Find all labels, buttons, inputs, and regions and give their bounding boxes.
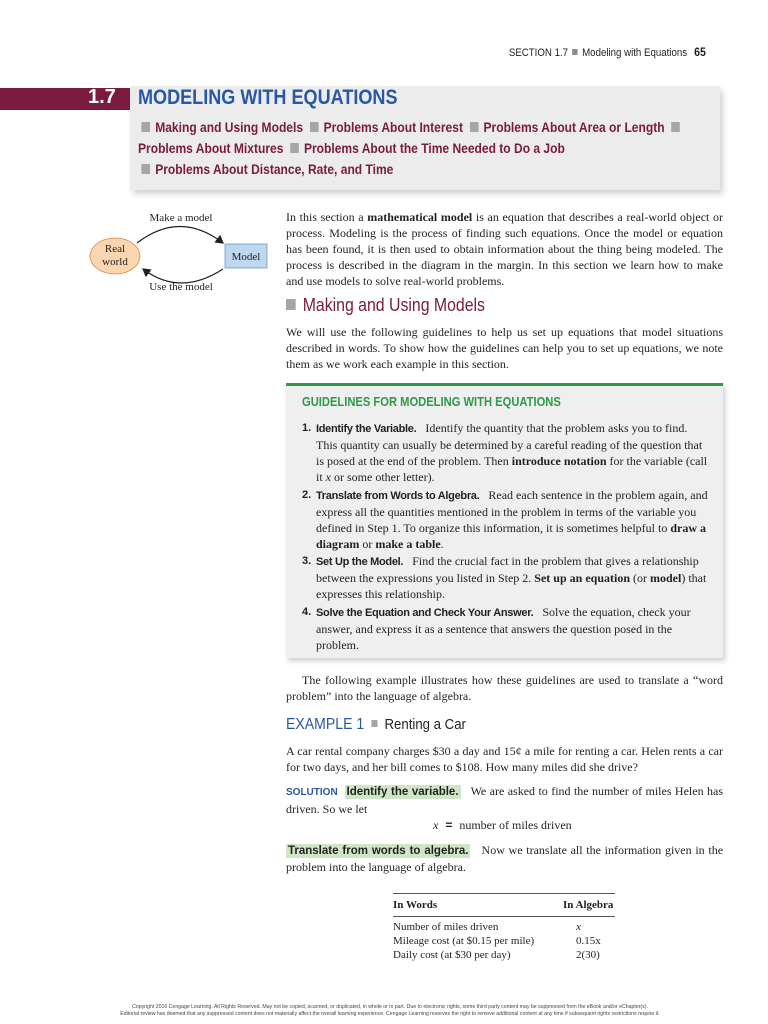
intro-term: mathematical model [367, 210, 473, 224]
square-bullet-icon [371, 720, 377, 727]
table-cell: 0.15x [576, 935, 601, 947]
table-rule [393, 893, 615, 894]
guideline-text: ) that expresses this relationship. [316, 571, 707, 601]
guideline-bold: make a table [375, 537, 441, 551]
guideline-head: Translate from Words to Algebra. [316, 490, 480, 502]
guideline-head: Identify the Variable. [316, 423, 417, 435]
topic-item: Problems About Distance, Rate, and Time [155, 161, 394, 177]
guideline-number: 3. [302, 555, 312, 567]
topic-item: Problems About Mixtures [138, 140, 284, 156]
guideline-text: Find the crucial fact in the problem that gives a relationship between the expressions you listed in Step 2. [316, 554, 699, 585]
guideline-bold: draw a diagram [316, 521, 707, 551]
diagram-top-label: Make a model [149, 212, 213, 224]
guideline-bold: Set up an equation [534, 571, 630, 585]
step-text: We are asked to find the number of miles Helen has driven. So we let [286, 784, 723, 816]
running-head [509, 45, 706, 59]
intro-text: is an equation that describes a real-world object or process. Modeling is the process of finding such equations. Once the model or equation has been found, it is then used to obtain information about the thing being modeled. The process is described in the diagram in the margin. In this section we learn how to make and use models to solve real-world problems. [286, 210, 724, 288]
intro-text: In this section a [286, 210, 364, 224]
modeling-diagram [85, 205, 275, 305]
guideline-text: . [440, 537, 444, 551]
guideline-number: 4. [302, 606, 312, 618]
step-text: Now we translate all the information given in the problem into the language of algebra. [286, 843, 724, 874]
guideline-bold: model [650, 571, 682, 585]
guideline-item [302, 420, 708, 485]
solution-label: SOLUTION [286, 787, 338, 798]
section-title: MODELING WITH EQUATIONS [138, 86, 398, 109]
guideline-head: Set Up the Model. [316, 556, 404, 568]
guideline-text: Identify the quantity that the problem asks you to find. This quantity can usually be determined by a careful reading of the question that is posed at the end of the problem. Then [316, 421, 703, 468]
guideline-item [302, 487, 708, 552]
example-title: Renting a Car [384, 716, 466, 733]
guideline-text: (or [633, 571, 647, 585]
section-number: 1.7 [88, 86, 116, 108]
square-bullet-icon [286, 299, 296, 310]
diagram-bottom-label: Use the model [149, 281, 213, 293]
square-bullet-icon [310, 122, 319, 132]
example-heading [286, 716, 466, 734]
guideline-bold: introduce notation [511, 454, 607, 468]
step-highlight: Translate from words to algebra. [288, 845, 469, 857]
step-highlight: Identify the variable. [346, 786, 459, 798]
following-paragraph: The following example illustrates how these guidelines are used to translate a “word problem” into the language of algebra. [286, 673, 723, 703]
guideline-text: for the variable (call it [316, 454, 708, 484]
equation-text: number of miles driven [459, 818, 572, 832]
guideline-number: 2. [302, 489, 312, 501]
square-bullet-icon [141, 164, 150, 174]
guideline-item [302, 553, 708, 602]
guideline-head: Solve the Equation and Check Your Answer. [316, 607, 534, 619]
footer-line: Copyright 2016 Cengage Learning. All Rights Reserved. May not be copied, scanned, or duplicated, in whole or in part. Due to electronic rights, some third party content may be suppressed from the eBook and/or eChapter(s). [132, 1004, 648, 1010]
guideline-text: Solve the equation, check your answer, and express it as a sentence that answers the question posed in the problem. [316, 605, 691, 652]
equation-variable: x [433, 818, 439, 832]
real-world-label-2: world [102, 256, 128, 268]
running-head-title: Modeling with Equations [582, 47, 688, 59]
make-model-arrow [137, 227, 223, 244]
model-label: Model [231, 251, 261, 263]
guideline-text: or [362, 537, 373, 551]
topic-item: Making and Using Models [155, 119, 304, 135]
square-bullet-icon [573, 49, 578, 55]
square-bullet-icon [470, 122, 479, 132]
example-problem: A car rental company charges $30 a day and 15¢ a mile for renting a car. Helen rents a car for two days, and her bill comes to $108. How many miles did she drive? [286, 744, 723, 774]
square-bullet-icon [141, 122, 150, 132]
equals-sign: = [445, 818, 453, 832]
footer-line: Editorial review has deemed that any suppressed content does not materially affect the overall learning experience. Cengage Learning reserves the right to remove additional content at any time if subsequent rights restrictions require it. [120, 1011, 660, 1017]
topic-item: Problems About the Time Needed to Do a Job [303, 140, 565, 156]
real-world-label-1: Real [104, 243, 126, 255]
guidelines-title: GUIDELINES FOR MODELING WITH EQUATIONS [302, 394, 561, 409]
solution-step1 [286, 783, 723, 817]
topic-item: Problems About Interest [323, 119, 463, 135]
guideline-number: 1. [302, 422, 312, 434]
table-cell: x [576, 921, 581, 933]
subsection-heading-text: Making and Using Models [302, 295, 485, 315]
table-cell: Number of miles driven [393, 921, 499, 933]
copyright-footer [60, 1004, 720, 1018]
subsection-heading [286, 295, 485, 316]
table-rule [393, 916, 615, 917]
solution-step2 [286, 842, 723, 875]
square-bullet-icon [290, 143, 299, 153]
example-label: EXAMPLE 1 [286, 716, 365, 733]
table-cell: Mileage cost (at $0.15 per mile) [393, 935, 535, 947]
table-header-algebra: In Algebra [563, 899, 614, 911]
table-cell: 2(30) [576, 949, 600, 961]
guideline-item [302, 604, 708, 653]
guideline-text: Read each sentence in the problem again, and express all the quantities mentioned in the problem in terms of the variable you defined in Step 1. To organize this information, it is sometimes helpful to [316, 488, 708, 535]
guidelines-box [286, 383, 723, 658]
square-bullet-icon [671, 122, 680, 132]
guideline-variable: x [325, 470, 331, 484]
guideline-text: or some other letter). [334, 470, 435, 484]
topic-item: Problems About Area or Length [483, 119, 665, 135]
section-topics [138, 117, 688, 180]
let-equation [433, 818, 572, 833]
models-paragraph: We will use the following guidelines to help us set up equations that model situations described in words. To show how the guidelines can help you to set up equations, we note them as we work each example in this section. [286, 325, 723, 371]
page-number: 65 [694, 45, 706, 59]
table-cell: Daily cost (at $30 per day) [393, 949, 511, 961]
table-header-words: In Words [393, 899, 438, 911]
running-head-section: SECTION 1.7 [509, 47, 569, 59]
intro-paragraph [286, 209, 723, 289]
